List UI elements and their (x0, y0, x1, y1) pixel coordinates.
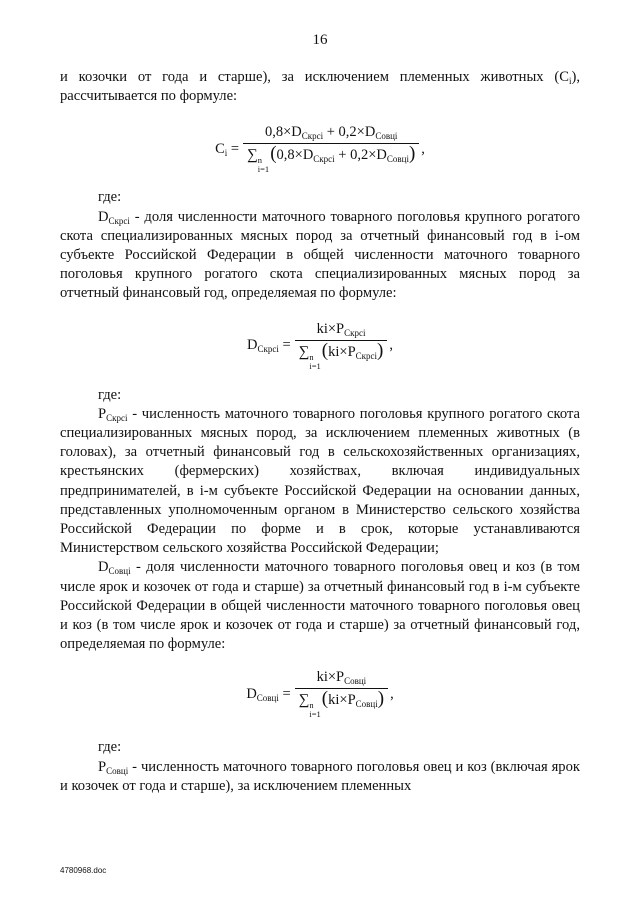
paragraph-dkrs (60, 208, 580, 304)
formula-ci (60, 120, 580, 178)
paragraph-text: - доля численности маточного товарного поголовья овец и коз (в том числе ярок и козочек от года и старше) за отчетный финансовый год в i-м субъекте Российской Федерации в общей численности маточного товарного поголовья овец и коз (в том числе ярок и козочек от года и старше) за отчетный финансовый год, определяемая по формуле: (60, 559, 580, 653)
paragraph-text: - численность маточного товарного поголовья овец и коз (включая ярок и козочек от года и старше), за исключением племенных (60, 758, 580, 794)
formula-denominator: ∑ n i=1 $(0,8\times D_{Скрсі} + 0,2\times D_{Совці})$ (243, 143, 419, 174)
formula-lhs: $C_i$ = (215, 140, 240, 158)
formula-lhs: $D_{Скрсі}$ = (247, 337, 291, 355)
formula-fraction (295, 321, 388, 371)
formula-tail: , (390, 685, 394, 702)
paragraph-text: - доля численности маточного товарного поголовья крупного рогатого скота специализированных мясных пород за отчетный финансовый год в i-ом субъекте Российской Федерации в общей численности маточного товарного поголовья крупного рогатого скота специализированных мясных пород за отчетный финансовый год, определяемая по формуле: (60, 208, 580, 302)
footer-filename: 4780968.doc (60, 866, 107, 875)
formula-denominator: ∑ n i=1 $(ki\times P_{Совці})$ (295, 688, 388, 719)
formula-tail: , (389, 337, 393, 354)
paragraph-pkrs (60, 405, 580, 559)
formula-denominator: ∑ n i=1 $(ki\times P_{Скрсі})$ (295, 340, 388, 371)
formula-numerator: $ki\times P_{Скрсі}$ (316, 320, 366, 338)
term-dovc: $D_{Совці}$ (98, 559, 131, 577)
where-label: где: (98, 189, 122, 206)
paragraph-text: и козочки от года и старше), за исключением племенных животных (C (60, 69, 569, 85)
paragraph-text: ), рассчитывается по формуле: (60, 69, 580, 105)
formula-tail: , (421, 140, 425, 157)
page-number: 16 (312, 32, 328, 48)
paragraph-intro (60, 68, 580, 106)
formula-fraction (295, 669, 388, 719)
where-label: где: (98, 386, 122, 403)
formula-numerator: $0,8\times D_{Скрсі} + 0,2\times D_{Совці}$ (264, 124, 398, 142)
formula-lhs: $D_{Совці}$ = (246, 685, 291, 703)
paragraph-povc (60, 758, 580, 796)
term-dkrs: $D_{Скрсі}$ (98, 208, 130, 226)
formula-fraction (243, 124, 419, 174)
subscript: i (568, 76, 572, 86)
formula-numerator: $ki\times P_{Совці}$ (316, 669, 367, 687)
formula-dovc (60, 666, 580, 722)
term-povc: $P_{Совці}$ (98, 758, 129, 776)
formula-dkrs (60, 318, 580, 374)
document-body (60, 68, 580, 796)
term-pkrs: $P_{Скрсі}$ (98, 405, 128, 423)
paragraph-dovc (60, 558, 580, 654)
where-label: где: (98, 739, 122, 756)
paragraph-text: - численность маточного товарного поголовья крупного рогатого скота специализированных мясных пород, за исключением племенных животных (в головах), за отчетный финансовый год в сельскохозяйственных организациях, крестьянских (фермерских) хозяйствах, включая индивидуальных предпринимателей, в i-м субъекте Российской Федерации на основании данных, представленных уполномоченным органом в Министерство сельского хозяйства Российской Федерации по форме и в срок, которые устанавливаются Министерством сельского хозяйства Российской Федерации; (60, 405, 580, 557)
